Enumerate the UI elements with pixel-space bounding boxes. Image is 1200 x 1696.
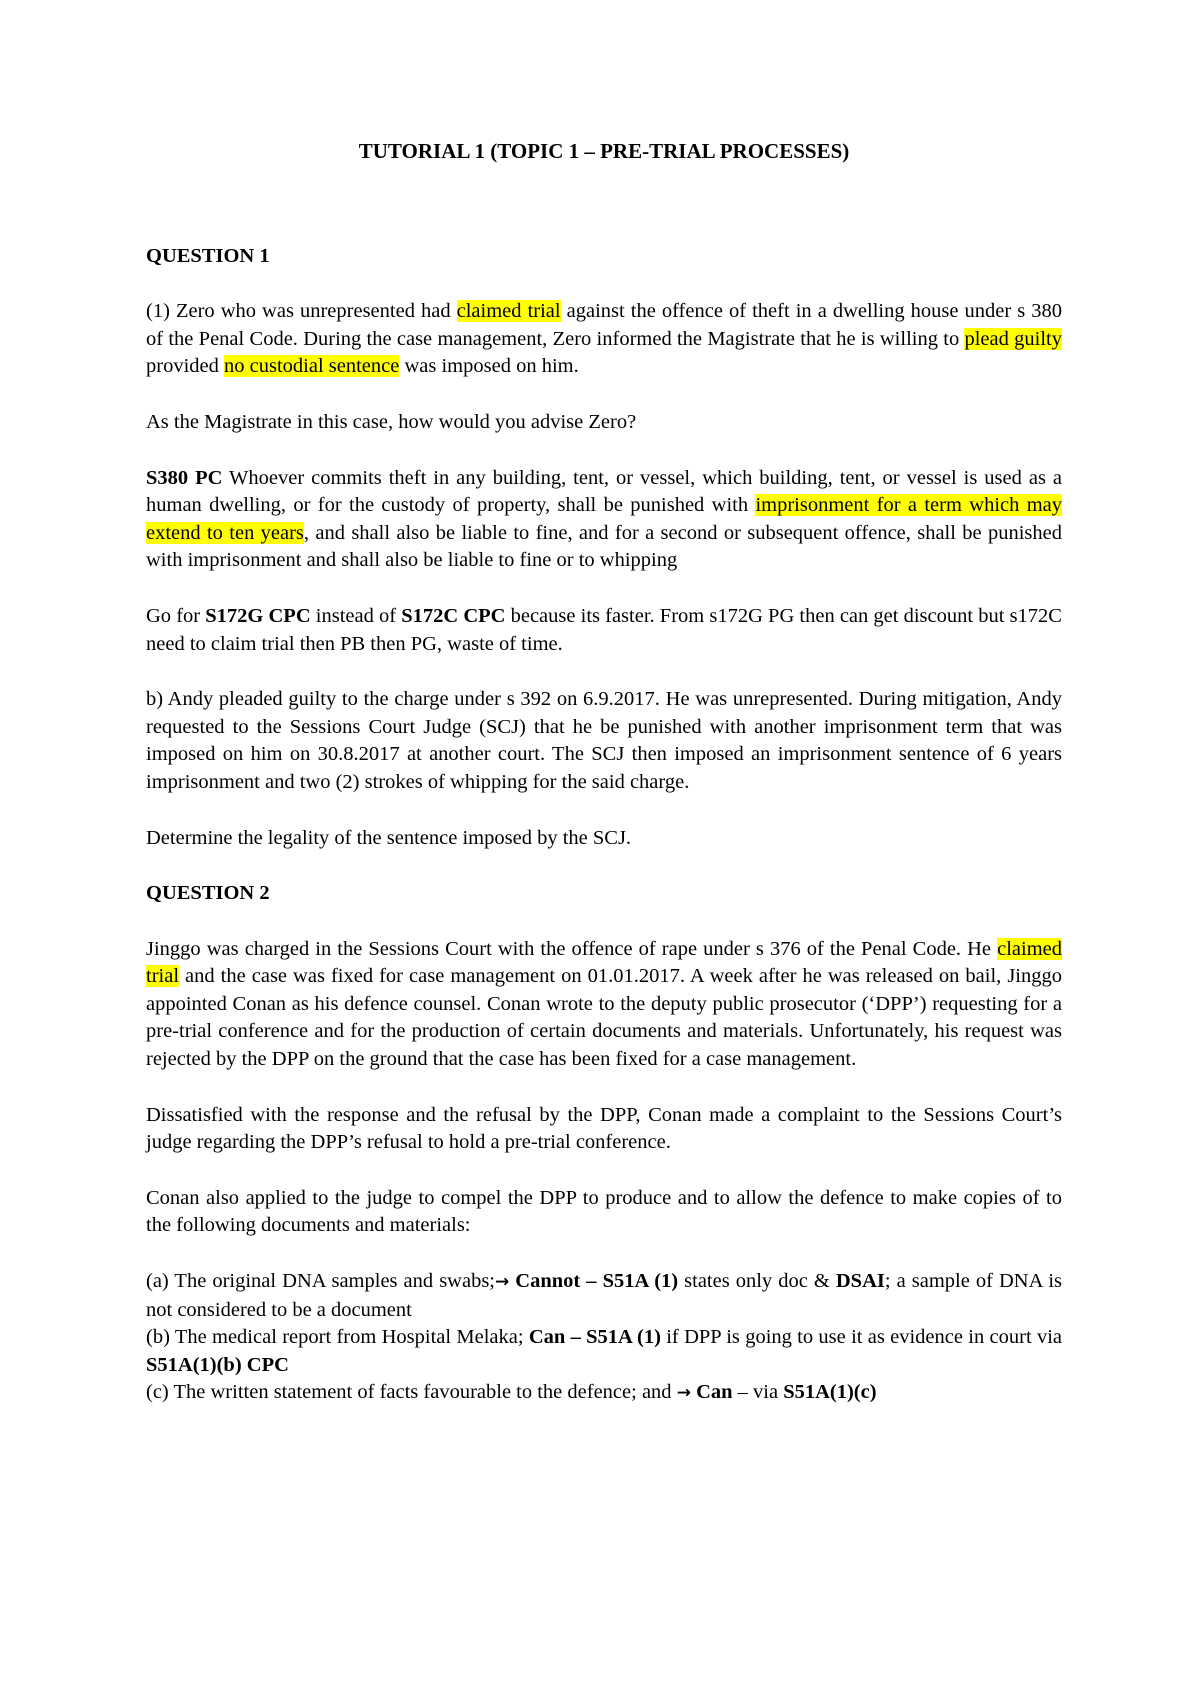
item-c-text-2: – via [732,1381,784,1404]
q2-item-c [146,1379,1062,1408]
item-a-text-2: states only doc & [678,1270,836,1293]
q2-paragraph-3: Conan also applied to the judge to compel the DPP to produce and to allow the defence to make copies of to the following documents and materials: [146,1186,1062,1237]
q2-item-a [146,1268,1062,1324]
q1-paragraph-5: b) Andy pleaded guilty to the charge under s 392 on 6.9.2017. He was unrepresented. During mitigation, Andy requested to the Sessions Court Judge (SCJ) that he be punished with another imprisonment term that was imposed on him on 30.8.2017 at another court. The SCJ then imposed an imprisonment sentence of 6 years imprisonment and two (2) strokes of whipping for the said charge. [146,688,1062,793]
q1-p1-text-g: was imposed on him. [399,355,579,378]
highlight-imprisonment-term: imprisonment for a term which may extend to ten years [146,494,1062,544]
q1-paragraph-4 [146,603,1062,658]
q2-p1-text-a: Jinggo was charged in the Sessions Court with the offence of rape under s 376 of the Penal Code. He [146,937,998,960]
item-c-text-1: (c) The written statement of facts favourable to the defence; and [146,1381,677,1404]
item-b-text-1: (b) The medical report from Hospital Melaka; [146,1326,529,1349]
item-c-bold-2: S51A(1)(c) [783,1381,877,1404]
q2-item-b [146,1324,1062,1379]
item-a-text-3: ; a sample of DNA is not considered to be a document [146,1270,1062,1321]
q1-p1-text-c: against the offence of theft in a dwelling house under s 380 of the Penal Code. During the case management, Zero informed the Magistrate that he is willing to [146,300,1062,350]
document-title: TUTORIAL 1 (TOPIC 1 – PRE-TRIAL PROCESSES) [358,139,850,163]
question-1-heading: QUESTION 1 [146,244,270,267]
highlight-claimed-trial: claimed trial [456,300,561,323]
item-b-text-2: if DPP is going to use it as evidence in court via [660,1326,1062,1349]
statute-s380-pc: S380 PC [146,466,223,489]
question-2-heading: QUESTION 2 [146,882,270,905]
q2-paragraph-2: Dissatisfied with the response and the refusal by the DPP, Conan made a complaint to the Sessions Court’s judge regarding the DPP’s refusal to hold a pre-trial conference. [146,1103,1062,1154]
highlight-plead-guilty: plead guilty [964,327,1062,350]
item-b-bold-1: Can – S51A (1) [528,1326,661,1349]
q1-p1-text-e: provided [146,355,224,378]
q1-p4-text-a: Go for [146,604,206,627]
q1-p1-text-a: (1) Zero who was unrepresented had [146,300,457,323]
item-b-bold-2: S51A(1)(b) CPC [146,1353,289,1376]
q1-p3-text-b: , and shall also be liable to fine, and for a second or subsequent offence, shall be punished with imprisonment and shall also be liable to fine or to whipping [146,521,1062,572]
q2-paragraph-1 [146,936,1062,1074]
item-a-text-1: (a) The original DNA samples and swabs; [146,1270,496,1293]
q1-p3-text-a: Whoever commits theft in any building, tent, or vessel, which building, tent, or vessel is used as a human dwelling, or for the custody of property, shall be punished with [146,466,1062,517]
right-arrow-icon: → [495,1272,510,1293]
document-body [146,138,1062,1408]
highlight-claimed-trial-2: claimed trial [146,937,1062,988]
item-a-bold-1: Cannot – S51A (1) [509,1270,679,1293]
highlight-no-custodial-sentence: no custodial sentence [224,355,400,378]
q1-paragraph-1 [146,298,1062,381]
statute-s172g-cpc: S172G CPC [205,604,311,627]
right-arrow-icon: → [676,1383,691,1404]
q1-paragraph-3 [146,465,1062,575]
statute-s172c-cpc: S172C CPC [401,604,506,627]
q2-p1-text-b: and the case was fixed for case management on 01.01.2017. A week after he was released on bail, Jinggo appointed Conan as his defence counsel. Conan wrote to the deputy public prosecutor (‘DPP’) requesting for a pre-trial conference and for the production of certain documents and materials. Unfortunately, his request was rejected by the DPP on the ground that the case has been fixed for a case management. [146,965,1062,1071]
item-c-bold-1: Can [690,1381,733,1404]
item-a-bold-2: DSAI [835,1270,885,1293]
q1-paragraph-6: Determine the legality of the sentence imposed by the SCJ. [146,826,632,849]
q1-p4-text-c: instead of [310,604,402,627]
q1-paragraph-2: As the Magistrate in this case, how would you advise Zero? [146,410,637,433]
q1-p4-text-d: because its faster. From s172G PG then can get discount but s172C need to claim trial then PB then PG, waste of time. [146,604,1062,655]
